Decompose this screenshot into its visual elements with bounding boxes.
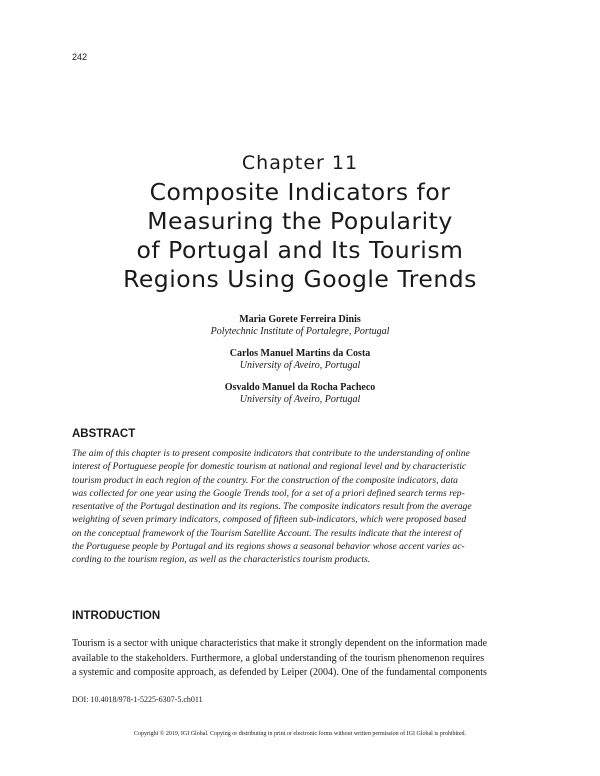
body-line: a systemic and composite approach, as defended by Leiper (2004). One of the fundamental components	[72, 667, 487, 679]
abstract-line: the Portuguese people by Portugal and its regions shows a seasonal behavior whose accent varies ac-	[72, 541, 465, 553]
author-affiliation: University of Aveiro, Portugal	[239, 360, 361, 371]
introduction-text	[72, 637, 532, 681]
introduction-heading: INTRODUCTION	[72, 610, 161, 622]
author-affiliation: Polytechnic Institute of Portalegre, Portugal	[210, 326, 390, 337]
title-line: of Portugal and Its Tourism	[136, 236, 464, 264]
body-line: Tourism is a sector with unique characteristics that make it strongly dependent on the information made	[72, 638, 488, 649]
chapter-label: Chapter 11	[241, 152, 359, 174]
author-name: Osvaldo Manuel da Rocha Pacheco	[224, 382, 376, 393]
chapter-title	[60, 178, 540, 294]
title-line: Regions Using Google Trends	[123, 265, 477, 293]
abstract-line: cording to the tourism region, as well as the characteristics tourism products.	[72, 554, 371, 566]
author-block	[0, 381, 600, 406]
copyright-notice: Copyright © 2019, IGI Global. Copying or distributing in print or electronic forms without written permission of IGI Global is prohibited.	[133, 731, 466, 737]
author-block	[0, 313, 600, 338]
author-name: Carlos Manuel Martins da Costa	[229, 348, 371, 359]
abstract-line: The aim of this chapter is to present composite indicators that contribute to the understanding of online	[72, 448, 470, 459]
abstract-line: weighting of seven primary indicators, composed of fifteen sub-indicators, which were proposed based	[72, 514, 467, 526]
doi: DOI: 10.4018/978-1-5225-6307-5.ch011	[72, 695, 203, 704]
abstract-heading: ABSTRACT	[72, 428, 136, 440]
abstract-line: resentative of the Portugal destination and its regions. The composite indicators result from the average	[72, 501, 472, 513]
page-number: 242	[72, 52, 88, 62]
abstract-line: interest of Portuguese people for domestic tourism at national and regional level and by characteristic	[72, 461, 467, 473]
author-block	[0, 347, 600, 372]
author-name: Maria Gorete Ferreira Dinis	[239, 314, 361, 325]
abstract-line: was collected for one year using the Google Trends tool, for a set of a priori defined search terms rep-	[72, 487, 465, 499]
abstract-line: tourism product in each region of the country. For the construction of the composite indicators, data	[72, 474, 458, 486]
body-line: available to the stakeholders. Furthermore, a global understanding of the tourism phenomenon requires	[72, 652, 485, 664]
abstract-line: on the conceptual framework of the Tourism Satellite Account. The results indicate that the interest of	[72, 527, 462, 539]
title-line: Measuring the Popularity	[147, 207, 453, 235]
author-affiliation: University of Aveiro, Portugal	[239, 394, 361, 405]
title-line: Composite Indicators for	[149, 178, 451, 206]
abstract-text	[72, 447, 528, 567]
